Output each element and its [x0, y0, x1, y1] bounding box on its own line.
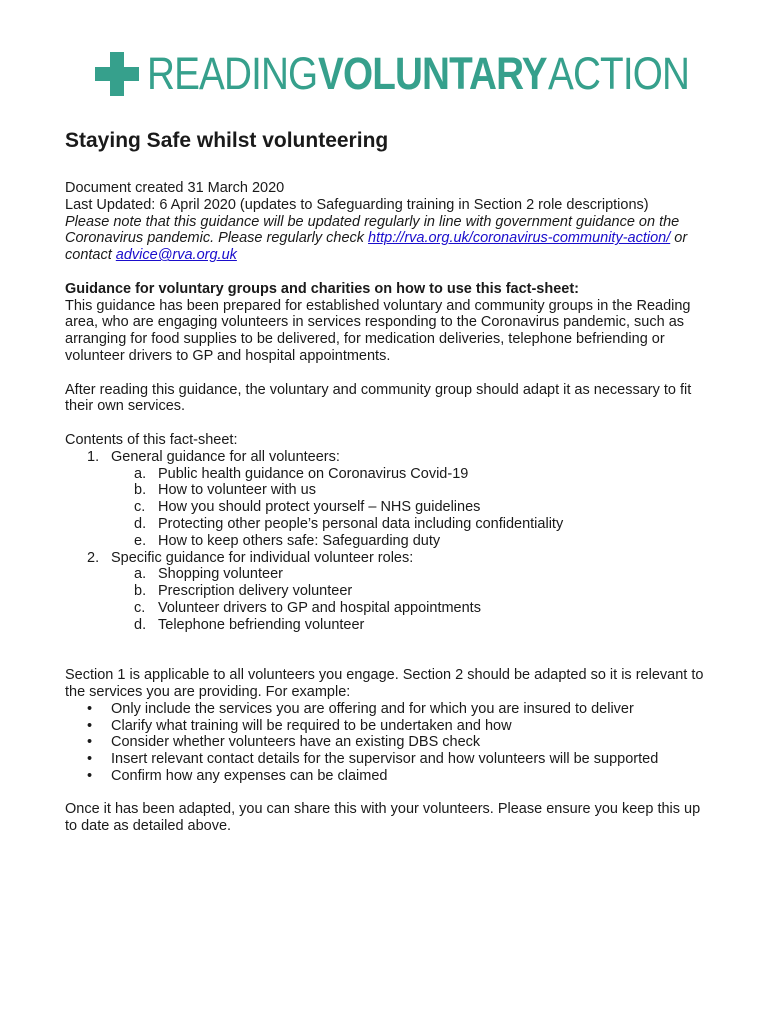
contents-subitem: b. How to volunteer with us: [134, 482, 316, 499]
list-item: • Clarify what training will be required to be undertaken and how: [87, 717, 512, 734]
updated-date: Last Updated: 6 April 2020 (updates to Safeguarding training in Section 2 role descriptions): [65, 196, 649, 213]
list-item: • Only include the services you are offering and for which you are insured to deliver: [87, 700, 634, 717]
contents-item-2: 2. Specific guidance for individual volunteer roles: a. Shopping volunteer b. Prescription delivery volunteer c. Volunteer drivers to GP and hospital appointments d. Telephone befriending volunteer: [65, 550, 715, 634]
closing-paragraph: Once it has been adapted, you can share this with your volunteers. Please ensure you keep this up to date as detailed above.: [65, 801, 701, 835]
contents-item-label: Specific guidance for individual volunteer roles:: [111, 549, 414, 566]
contents-subitem: a. Shopping volunteer: [134, 566, 283, 583]
contents-sublist: [111, 466, 715, 550]
bullet-icon: •: [87, 717, 93, 734]
contents-sublist: [111, 566, 715, 633]
contents-list: [65, 449, 715, 634]
contents-item-1: 1. General guidance for all volunteers: a. Public health guidance on Coronavirus Covid-19 b. How to volunteer with us c. How you should protect yourself – NHS guidelines d. Protecting other people’s personal data including confidentiality e. How to keep others safe: Safeguarding duty: [65, 449, 715, 550]
logo-word-action: ACTION: [548, 48, 690, 99]
list-item: • Confirm how any expenses can be claimed: [87, 767, 388, 784]
guidance-paragraph-2: After reading this guidance, the voluntary and community group should adapt it as necessary to fit their own services.: [65, 381, 692, 415]
logo-word-reading: READING: [147, 48, 318, 99]
contents-subitem: c. Volunteer drivers to GP and hospital appointments: [134, 599, 481, 616]
contents-subitem: d. Protecting other people’s personal data including confidentiality: [134, 515, 564, 532]
contents-subitem: b. Prescription delivery volunteer: [134, 583, 353, 600]
rva-logo: [95, 46, 712, 102]
contents-item-label: General guidance for all volunteers:: [111, 448, 340, 465]
contents-subitem: a. Public health guidance on Coronavirus Covid-19: [134, 465, 469, 482]
bullet-icon: •: [87, 767, 93, 784]
update-note-text: Please note that this guidance will be updated regularly in line with government guidance on the Coronavirus pandemic. Please regularly check: [65, 213, 680, 247]
contents-subitem: d. Telephone befriending volunteer: [134, 616, 365, 633]
contents-subitem: c. How you should protect yourself – NHS guidelines: [134, 499, 481, 516]
guidance-paragraph-1: This guidance has been prepared for established voluntary and community groups in the Reading area, who are engaging volunteers in services responding to the Coronavirus pandemic, such as arranging for food supplies to be delivered, for medication deliveries, telephone befriending or volunteer drivers to GP and hospital appointments.: [65, 297, 691, 364]
section-intro: Section 1 is applicable to all volunteers you engage. Section 2 should be adapted so it is relevant to the services you are providing. For example:: [65, 667, 704, 700]
contents-heading: Contents of this fact-sheet:: [65, 431, 238, 448]
page-title: Staying Safe whilst volunteering: [65, 129, 389, 152]
list-item: • Consider whether volunteers have an existing DBS check: [87, 734, 481, 751]
update-note: [65, 214, 715, 264]
bullet-icon: •: [87, 700, 93, 717]
coronavirus-link[interactable]: http://rva.org.uk/coronavirus-community-action/: [368, 230, 671, 247]
adaptation-bullet-list: [65, 701, 715, 785]
list-item: • Insert relevant contact details for the supervisor and how volunteers will be supported: [87, 751, 659, 768]
plus-cross-icon: [95, 52, 139, 96]
created-date: Document created 31 March 2020: [65, 180, 285, 196]
advice-email-link[interactable]: advice@rva.org.uk: [115, 247, 237, 264]
bullet-icon: •: [87, 734, 93, 751]
bullet-icon: •: [87, 751, 93, 768]
contents-subitem: e. How to keep others safe: Safeguarding duty: [134, 532, 441, 549]
update-note-contact: or contact: [65, 230, 688, 264]
logo-word-voluntary: VOLUNTARY: [318, 48, 547, 99]
document-body: [65, 128, 715, 835]
guidance-heading: Guidance for voluntary groups and charities on how to use this fact-sheet:: [65, 280, 580, 297]
